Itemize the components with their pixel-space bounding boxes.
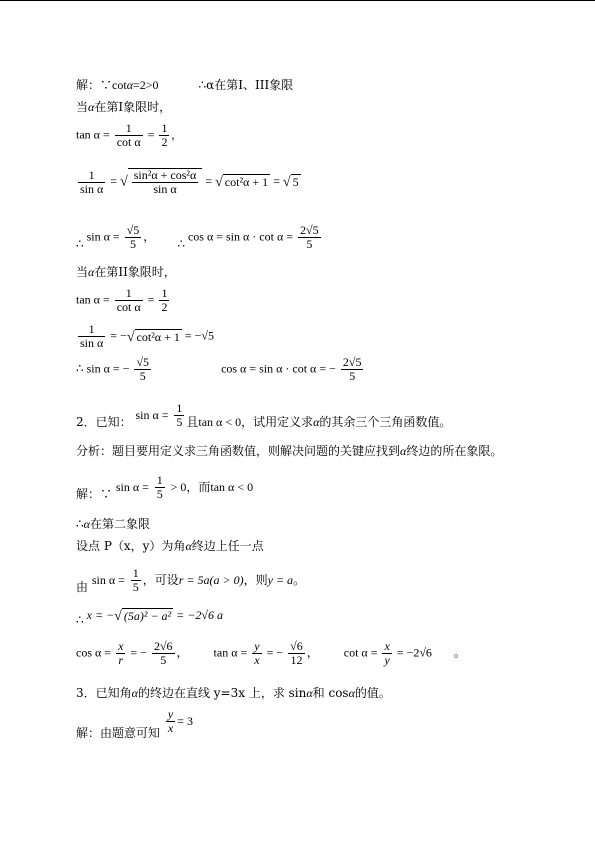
math: cos α = sin α · cot α = xyxy=(187,229,294,244)
numerator: 1 xyxy=(156,473,163,487)
square-root: √ $\frac{\text{sin²α + cos²α}}{\text{sin α}}$ xyxy=(120,168,202,196)
fraction xyxy=(131,567,141,594)
numerator: y xyxy=(254,639,260,653)
therefore-symbol: ∴ xyxy=(76,613,84,627)
formula-sin-cos-1 xyxy=(76,224,323,251)
quadrant-conclusion xyxy=(76,517,150,531)
text: ∴ xyxy=(76,517,84,531)
math: sin α = xyxy=(135,408,169,422)
fraction xyxy=(116,640,125,667)
text: 的终边在直线 y=3x 上，求 sin xyxy=(137,686,307,700)
fraction xyxy=(341,356,364,383)
math: α xyxy=(306,686,313,700)
text: 设点 P（x，y）为角 xyxy=(76,539,186,553)
math: cos α = sin α · cot α = − xyxy=(221,361,336,376)
math: = xyxy=(205,173,213,188)
numerator: 2√5 xyxy=(342,355,362,369)
text: ，而 xyxy=(186,480,211,494)
numerator: 1 xyxy=(161,121,168,135)
denominator: 5 xyxy=(132,580,139,594)
formula-x-value xyxy=(76,608,223,627)
fraction xyxy=(78,323,105,350)
math: sin α = xyxy=(86,229,120,244)
formula-tan-1 xyxy=(76,122,174,149)
math: α xyxy=(131,686,138,700)
denominator: 5 xyxy=(152,653,175,667)
math: =2>0 xyxy=(133,78,159,92)
math: α xyxy=(126,78,133,92)
text: 的值。 xyxy=(354,686,391,700)
denominator: 5 xyxy=(341,369,364,383)
text: ， xyxy=(176,645,189,660)
text: 2．已知： xyxy=(76,415,132,429)
denominator: cot α xyxy=(116,135,141,149)
text: ，可设 xyxy=(142,573,179,587)
math: x = − xyxy=(86,608,115,622)
numerator: x xyxy=(118,639,124,653)
numerator: 1 xyxy=(161,286,168,300)
text: ，试用定义求 xyxy=(241,415,314,429)
math: α xyxy=(83,517,90,531)
fraction xyxy=(125,224,142,251)
text: 在第二象限 xyxy=(89,517,150,531)
text: ∴α在第Ⅰ、III象限 xyxy=(198,78,294,92)
fraction xyxy=(382,640,391,667)
text: 当 xyxy=(76,265,89,279)
denominator: x xyxy=(254,653,260,667)
denominator: x xyxy=(167,721,174,735)
denominator: 5 xyxy=(125,237,142,251)
therefore-symbol: ∴ xyxy=(177,237,185,252)
radicand: cot²α + 1 xyxy=(136,329,180,344)
math: sin α = xyxy=(91,573,125,587)
text: 解：∵ xyxy=(76,78,113,92)
quadrant-1-heading xyxy=(76,100,171,114)
text: 解：由题意可知 xyxy=(76,726,161,740)
text: ， xyxy=(306,645,319,660)
text: 在第II象限时， xyxy=(94,265,176,279)
denominator: 2 xyxy=(161,300,168,314)
math: r = 5a(a > 0) xyxy=(178,573,244,587)
text: 和 cos xyxy=(312,686,349,700)
math: = xyxy=(273,173,280,188)
numerator: sin²α + cos²α xyxy=(133,168,197,182)
numerator: 1 xyxy=(125,121,132,135)
math: tan α < 0 xyxy=(210,480,254,494)
radicand: (5a)² − a² xyxy=(123,609,172,624)
math: α xyxy=(400,444,407,458)
radicand: 5 xyxy=(292,175,299,189)
denominator: 5 xyxy=(134,369,151,383)
point-definition xyxy=(76,539,264,553)
fraction xyxy=(115,287,143,314)
numerator: √5 xyxy=(126,223,140,237)
square-root: √ cot²α + 1 xyxy=(126,329,180,345)
solution-line-1 xyxy=(76,78,293,92)
math: = xyxy=(110,173,118,188)
math: sin α = xyxy=(115,480,149,494)
denominator: sin α xyxy=(80,336,104,350)
assumption-line xyxy=(76,567,305,594)
math: cot α = xyxy=(343,645,378,660)
fraction xyxy=(132,169,199,196)
math: = −2√6 a xyxy=(176,608,223,622)
math: α xyxy=(88,265,95,279)
text: 在第Ⅰ象限时， xyxy=(94,100,172,114)
math: α xyxy=(88,100,95,114)
fraction xyxy=(159,122,169,149)
text: 。 xyxy=(453,645,466,660)
numerator: √6 xyxy=(290,639,303,653)
numerator: y xyxy=(167,707,174,721)
denominator: 5 xyxy=(298,237,321,251)
text: 分析：题目要用定义求三角函数值，则解决问题的关键应找到 xyxy=(76,444,401,458)
denominator: 5 xyxy=(176,415,183,429)
fraction xyxy=(288,640,305,667)
text: ， xyxy=(143,229,156,244)
text: 终边上任一点 xyxy=(191,539,264,553)
text: ，则 xyxy=(243,573,268,587)
math: tan α = xyxy=(213,645,248,660)
formula-sin-cos-2 xyxy=(76,356,365,383)
text: 且 xyxy=(186,415,199,429)
text: 由 xyxy=(76,580,89,594)
analysis-line xyxy=(76,444,502,458)
text: 3．已知角 xyxy=(76,686,132,700)
formula-tan-2 xyxy=(76,287,171,314)
denominator: sin α xyxy=(80,181,104,196)
fraction xyxy=(115,122,143,149)
numerator: 1 xyxy=(176,401,183,415)
math: tan α = xyxy=(76,127,110,142)
math: tan α = xyxy=(76,292,110,307)
solution-2-line xyxy=(76,474,253,501)
denominator: cot α xyxy=(116,300,141,314)
numerator: √5 xyxy=(136,355,150,369)
math: cot xyxy=(112,78,127,92)
text: 解：∵ xyxy=(76,487,113,501)
page-top-rule xyxy=(0,0,595,1)
math: α xyxy=(313,415,320,429)
radicand: cot²α + 1 xyxy=(224,175,269,189)
fraction xyxy=(78,169,105,196)
math: cos α = xyxy=(76,645,112,660)
text: 的其余三个三角函数值。 xyxy=(319,415,452,429)
math: = − xyxy=(266,645,284,660)
math: = −√5 xyxy=(184,328,214,343)
math: = − xyxy=(130,645,147,660)
numerator: 1 xyxy=(88,322,95,336)
math: tan α < 0 xyxy=(198,415,242,429)
problem-3-statement xyxy=(76,686,391,700)
fraction xyxy=(134,356,151,383)
math: = − xyxy=(110,328,127,343)
formula-reciprocal-sin-2 xyxy=(76,323,214,350)
problem-2-statement xyxy=(76,402,451,429)
text: 。 xyxy=(293,573,306,587)
denominator: 2 xyxy=(161,135,168,149)
square-root: √ 5 xyxy=(282,175,299,190)
math: , xyxy=(171,127,175,142)
formula-remaining-functions xyxy=(76,640,466,667)
fraction xyxy=(155,474,165,501)
fraction xyxy=(174,402,184,429)
math: = xyxy=(147,292,155,307)
square-root: √ (5a)² − a² xyxy=(114,609,172,625)
numerator: 2√6 xyxy=(153,639,173,653)
fraction xyxy=(298,224,321,251)
math: = xyxy=(147,127,155,142)
denominator: sin α xyxy=(132,182,199,196)
fraction xyxy=(166,708,175,735)
numerator: 2√5 xyxy=(300,223,319,237)
denominator: 5 xyxy=(156,487,163,501)
therefore-symbol: ∴ xyxy=(76,237,84,252)
math: ∴ sin α = − xyxy=(76,361,130,376)
quadrant-2-heading xyxy=(76,265,176,279)
text: 当 xyxy=(76,100,89,114)
fraction xyxy=(152,640,175,667)
numerator: x xyxy=(384,639,390,653)
numerator: 1 xyxy=(88,167,95,182)
numerator: 1 xyxy=(125,286,132,300)
square-root: √ cot²α + 1 xyxy=(215,175,269,190)
denominator: r xyxy=(116,653,125,667)
fraction xyxy=(252,640,261,667)
math: y = a xyxy=(267,573,294,587)
text: 终边的所在象限。 xyxy=(406,444,503,458)
denominator: 12 xyxy=(288,653,305,667)
numerator: 1 xyxy=(132,566,139,580)
math: = −2√6 xyxy=(396,645,432,660)
formula-reciprocal-sin-1 xyxy=(76,168,301,196)
solution-3-line xyxy=(76,707,193,740)
fraction xyxy=(159,287,169,314)
math: α xyxy=(348,686,355,700)
math: > 0 xyxy=(170,480,187,494)
denominator: y xyxy=(384,653,390,667)
math: α xyxy=(185,539,192,553)
math: = 3 xyxy=(177,714,193,728)
